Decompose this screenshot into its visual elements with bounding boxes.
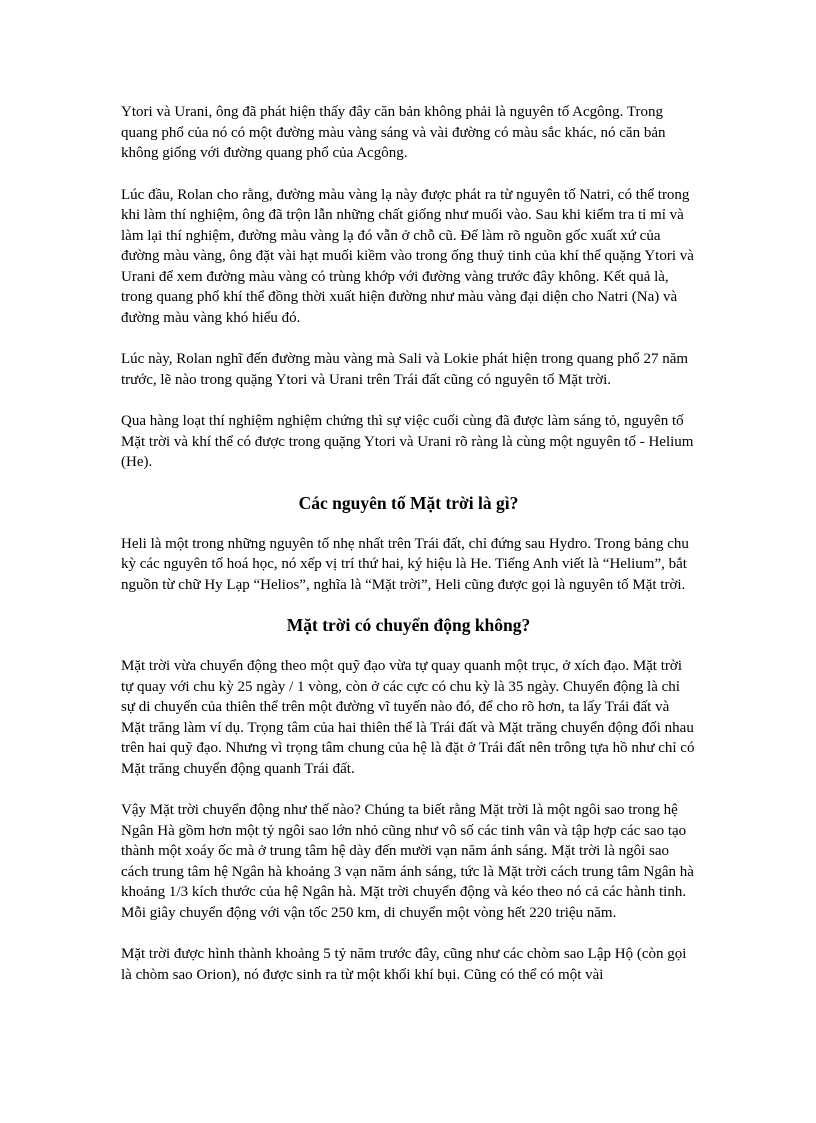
paragraph-heli: Heli là một trong những nguyên tố nhẹ nhất trên Trái đất, chỉ đứng sau Hydro. Trong bảng chu kỳ các nguyên tố hoá học, nó xếp vị trí thứ hai, ký hiệu là He. Tiếng Anh viết là “Helium”, bắt nguồn từ chữ Hy Lạp “Helios”, nghĩa là “Mặt trời”, Heli cũng được gọi là nguyên tố Mặt trời. <box>121 535 689 593</box>
paragraph-galaxy: Vậy Mặt trời chuyển động như thế nào? Chúng ta biết rằng Mặt trời là một ngôi sao trong hệ Ngân Hà gồm hơn một tỷ ngôi sao lớn nhỏ cũng như vô số các tinh vân và tập hợp các sao tạo thành một xoáy ốc mà ở trung tâm hệ dày đến mười vạn năm ánh sáng. Mặt trời là ngôi sao cách trung tâm hệ Ngân hà khoảng 3 vạn năm ánh sáng, tức là Mặt trời cách trung tâm Ngân hà khoảng 1/3 kích thước của hệ Ngân hà. Mặt trời chuyển động và kéo theo nó cả các hành tinh. Mỗi giây chuyển động với vận tốc 250 km, di chuyển một vòng hết 220 triệu năm. <box>121 802 694 921</box>
paragraph-sali-lokie: Lúc này, Rolan nghĩ đến đường màu vàng mà Sali và Lokie phát hiện trong quang phổ 27 năm trước, lẽ nào trong quặng Ytori và Urani trên Trái đất cũng có nguyên tố Mặt trời. <box>121 351 689 388</box>
heading-sun-motion: Mặt trời có chuyển động không? <box>286 615 531 635</box>
paragraph-ytori-urani: Ytori và Urani, ông đã phát hiện thấy đây căn bản không phải là nguyên tố Acgông. Trong quang phổ của nó có một đường màu vàng sáng và vài đường có màu sắc khác, nó căn bản không giống với đường quang phổ của Acgông. <box>121 104 666 161</box>
paragraph-helium-conclusion: Qua hàng loạt thí nghiệm nghiệm chứng thì sự việc cuối cùng đã được làm sáng tỏ, nguyên tố Mặt trời và khí thể có được trong quặng Ytori và Urani rõ ràng là cùng một nguyên tố - Helium (He). <box>121 413 694 470</box>
document-page <box>121 102 696 985</box>
paragraph-sun-formation: Mặt trời được hình thành khoảng 5 tỷ năm trước đây, cũng như các chòm sao Lập Hộ (còn gọi là chòm sao Orion), nó được sinh ra từ một khối khí bụi. Cũng có thể có một vài <box>121 946 687 983</box>
paragraph-sun-rotation: Mặt trời vừa chuyển động theo một quỹ đạo vừa tự quay quanh một trục, ở xích đạo. Mặt trời tự quay với chu kỳ 25 ngày / 1 vòng, còn ở các cực có chu kỳ là 35 ngày. Chuyển động là chỉ sự di chuyển của thiên thể trên một đường vĩ tuyến nào đó, để cho rõ hơn, ta lấy Trái đất và Mặt trăng làm ví dụ. Trọng tâm của hai thiên thể là Trái đất và Mặt trăng chuyển động đối nhau trên hai quỹ đạo. Nhưng vì trọng tâm chung của hệ là đặt ở Trái đất nên trông tựa hồ như chỉ có Mặt trăng chuyển động quanh Trái đất. <box>121 658 695 777</box>
paragraph-rolan-natri: Lúc đầu, Rolan cho rằng, đường màu vàng lạ này được phát ra từ nguyên tố Natri, có thể trong khi làm thí nghiệm, ông đã trộn lẫn những chất giống như muối vào. Sau khi kiểm tra tỉ mỉ và làm lại thí nghiệm, đường màu vàng lạ đó vẫn ở chỗ cũ. Để làm rõ nguồn gốc xuất xứ của đường màu vàng, ông đặt vài hạt muối kiềm vào trong ống thuỷ tinh của khí thể quặng Ytori và Urani để xem đường màu vàng có trùng khớp với đường vàng trước đây không. Kết quả là, trong quang phổ khí thể đồng thời xuất hiện đường như màu vàng đại diện cho Natri (Na) và đường màu vàng khó hiểu đó. <box>121 186 694 326</box>
heading-solar-elements: Các nguyên tố Mặt trời là gì? <box>298 492 519 513</box>
